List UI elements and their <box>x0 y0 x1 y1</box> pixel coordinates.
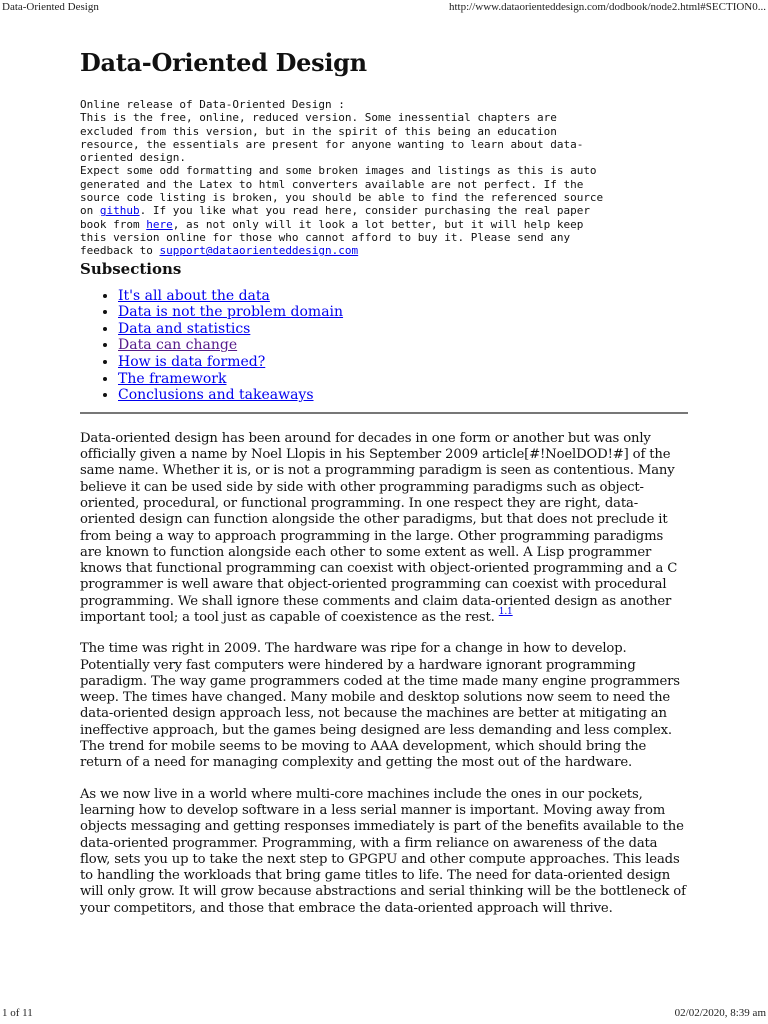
print-header-url: http://www.dataorienteddesign.com/dodbook/node2.html#SECTION0... <box>448 1 766 13</box>
subsection-link-all-about-data[interactable]: It's all about the data <box>118 287 270 304</box>
list-item <box>118 354 688 371</box>
print-footer <box>0 1007 768 1021</box>
document-content <box>80 46 688 932</box>
list-item <box>118 387 688 404</box>
page-title: Data-Oriented Design <box>80 48 367 77</box>
online-release-notice <box>80 98 688 258</box>
paragraph <box>80 431 688 627</box>
page-count: 1 of 11 <box>2 1007 33 1019</box>
paragraph <box>80 787 688 917</box>
print-header-page-title: Data-Oriented Design <box>2 1 99 13</box>
paragraph <box>80 641 688 771</box>
purchase-here-link[interactable]: here <box>146 217 173 231</box>
subsection-link-data-and-statistics[interactable]: Data and statistics <box>118 320 251 337</box>
notice-text-2: . If you like what you read here, consider purchasing the real paper book from <box>80 204 590 231</box>
paragraph-text: Data-oriented design has been around for decades in one form or another but was only officially given a name by Noel Llopis in his September 2009 article[#!NoelDOD!#] of the same name. Whether it is, or is not a programming paradigm is seen as contentious. Many believe it can be used side by side with other programming paradigms such as object-oriented, procedural, or functional programming. In one respect they are right, data-oriented design can function alongside the other paradigms, but that does not preclude it from being a way to approach programming in the large. Other programming paradigms are known to function alongside each other to some extent as well. A Lisp programmer knows that functional programming can coexist with object-oriented programming and a C programmer is well aware that object-oriented programming can coexist with procedural programming. We shall ignore these comments and claim data-oriented design as another important tool; a tool just as capable of coexistence as the rest. <box>80 430 678 625</box>
github-link[interactable]: github <box>99 204 140 218</box>
subsections-heading: Subsections <box>80 259 182 278</box>
print-datetime: 02/02/2020, 8:39 am <box>674 1007 766 1019</box>
list-item <box>118 371 688 388</box>
subsection-link-data-can-change[interactable]: Data can change <box>118 337 238 354</box>
footnote-link[interactable]: 1.1 <box>498 606 513 617</box>
body-text <box>80 431 688 917</box>
subsection-link-how-is-data-formed[interactable]: How is data formed? <box>118 353 266 370</box>
list-item <box>118 337 688 354</box>
subsection-link-the-framework[interactable]: The framework <box>118 370 227 387</box>
support-email-link[interactable]: support@dataorienteddesign.com <box>159 244 359 258</box>
paragraph-text: The time was right in 2009. The hardware was ripe for a change in how to develop. Potentially very fast computers were hindered by a hardware ignorant programming paradigm. The way game programmers coded at the time made many engine programmers weep. The times have changed. Many mobile and desktop solutions now seem to need the data-oriented design approach less, not because the machines are better at mitigating an ineffective approach, but the games being designed are less demanding and less complex. The trend for mobile seems to be moving to AAA development, which should bring the return of a need for managing complexity and getting the most out of the hardware. <box>80 641 680 771</box>
notice-text-3: , as not only will it look a lot better, but it will help keep this version online for those who cannot afford to buy it. Please send any feedback to <box>80 217 584 258</box>
section-divider <box>80 412 688 414</box>
subsection-link-not-problem-domain[interactable]: Data is not the problem domain <box>118 304 344 321</box>
paragraph-text: As we now live in a world where multi-core machines include the ones in our pockets, learning how to develop software in a less serial manner is important. Moving away from objects messaging and getting responses immediately is part of the benefits available to the data-oriented programmer. Programming, with a firm reliance on awareness of the data flow, sets you up to take the next step to GPGPU and other compute approaches. This leads to handling the workloads that bring game titles to life. The need for data-oriented design will only grow. It will grow because abstractions and serial thinking will be the bottleneck of your competitors, and those that embrace the data-oriented approach will thrive. <box>80 786 686 916</box>
print-header <box>0 1 768 15</box>
subsection-link-conclusions[interactable]: Conclusions and takeaways <box>118 387 314 404</box>
list-item <box>118 304 688 321</box>
list-item <box>118 288 688 305</box>
notice-text-1: Online release of Data-Oriented Design : This is the free, online, reduced version. Some inessential chapters are excluded from this version, but in the spirit of this being an education resource, the essentials are present for anyone wanting to learn about data- oriented design. Expect some odd formatting and some broken images and listings as this is auto generated and the Latex to html converters available are not perfect. If the source code listing is broken, you should be able to find the referenced source on <box>80 98 604 218</box>
list-item <box>118 321 688 338</box>
subsections-list <box>80 288 688 404</box>
